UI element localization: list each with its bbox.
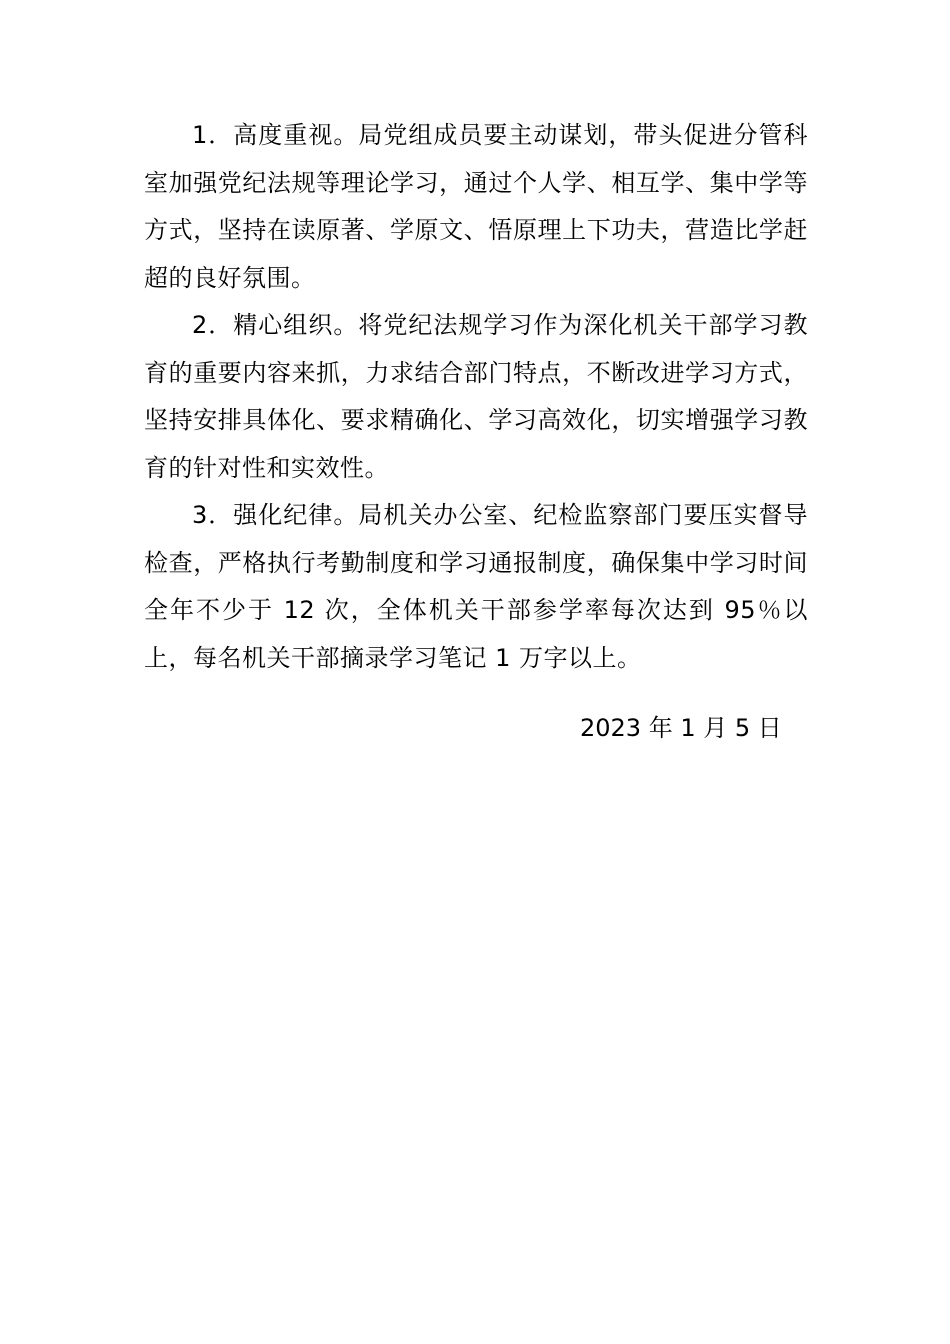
- document-body: [144, 112, 808, 682]
- paragraph-1: 1．高度重视。局党组成员要主动谋划，带头促进分管科室加强党纪法规等理论学习，通过个人学、相互学、集中学等方式，坚持在读原著、学原文、悟原理上下功夫，营造比学赶超的良好氛围。: [144, 121, 808, 292]
- document-date: 2023 年 1 月 5 日: [580, 714, 782, 742]
- paragraph-3: 3．强化纪律。局机关办公室、纪检监察部门要压实督导检查，严格执行考勤制度和学习通报制度，确保集中学习时间全年不少于 12 次，全体机关干部参学率每次达到 95％以上，每名机关干部摘录学习笔记 1 万字以上。: [144, 501, 808, 672]
- paragraph-2: 2．精心组织。将党纪法规学习作为深化机关干部学习教育的重要内容来抓，力求结合部门特点，不断改进学习方式，坚持安排具体化、要求精确化、学习高效化，切实增强学习教育的针对性和实效性。: [144, 311, 808, 482]
